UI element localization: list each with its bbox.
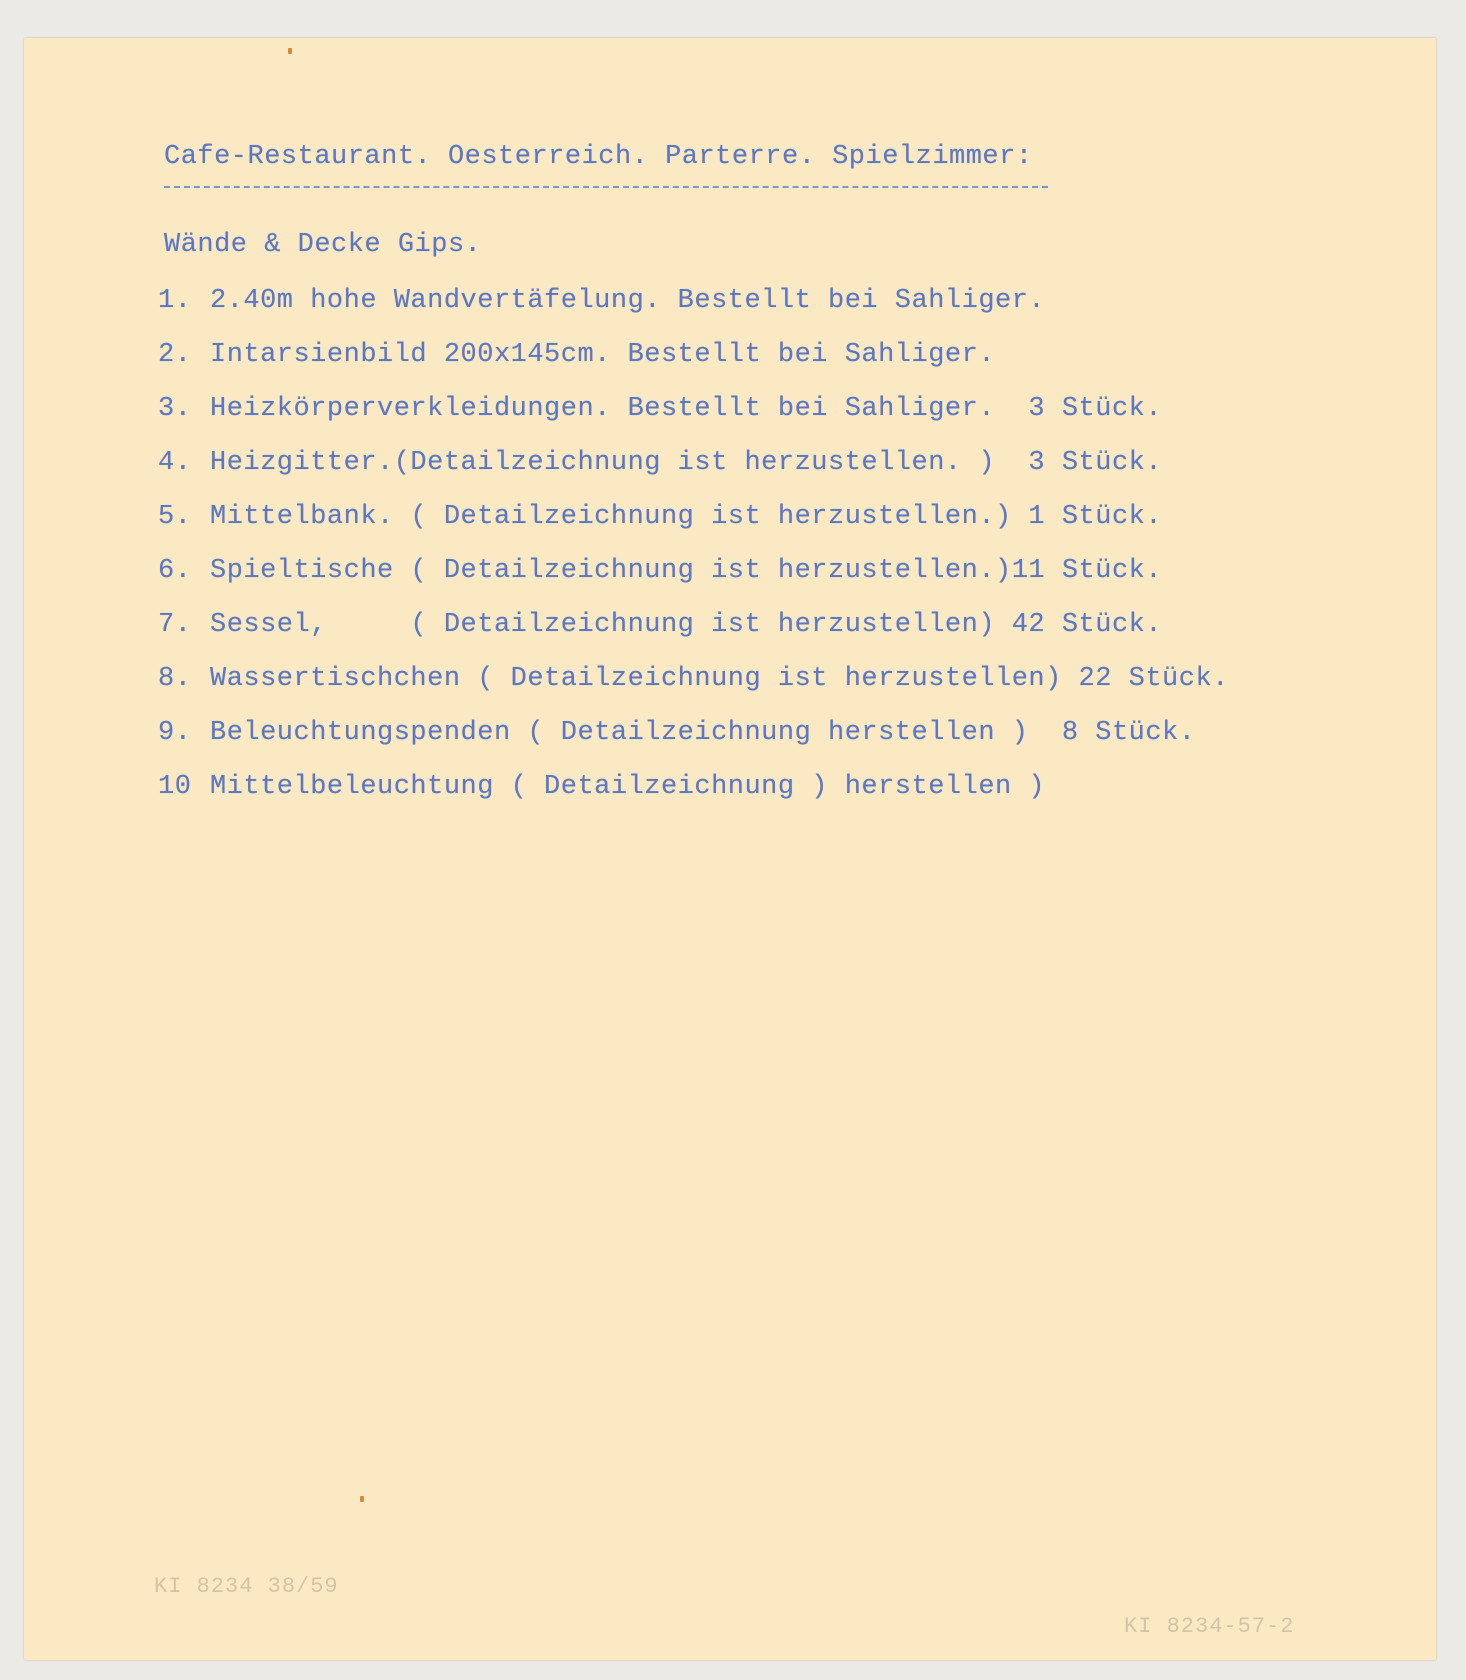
list-item xyxy=(158,340,995,370)
list-item xyxy=(158,502,1162,532)
document-sheet xyxy=(24,38,1436,1660)
item-text: Mittelbeleuchtung ( Detailzeichnung ) herstellen ) xyxy=(210,772,1046,802)
paper-mark xyxy=(360,1496,364,1502)
item-number: 7. xyxy=(158,610,192,640)
list-item xyxy=(158,610,1162,640)
heading-underline xyxy=(164,186,1048,188)
item-text: Wassertischchen ( Detailzeichnung ist herzustellen) 22 Stück. xyxy=(210,664,1229,694)
item-text: Heizgitter.(Detailzeichnung ist herzustellen. ) 3 Stück. xyxy=(210,448,1163,478)
item-number: 8. xyxy=(158,664,192,694)
item-text: Sessel, ( Detailzeichnung ist herzustellen) 42 Stück. xyxy=(210,610,1163,640)
item-text: Heizkörperverkleidungen. Bestellt bei Sahliger. 3 Stück. xyxy=(210,394,1163,424)
list-item xyxy=(158,286,1045,316)
document-intro: Wände & Decke Gips. xyxy=(164,230,482,260)
catalog-number: KI 8234-57-2 xyxy=(1124,1614,1295,1639)
item-number: 9. xyxy=(158,718,192,748)
item-number: 1. xyxy=(158,286,192,316)
paper-mark xyxy=(288,48,292,54)
list-item xyxy=(158,664,1229,694)
item-text: Mittelbank. ( Detailzeichnung ist herzustellen.) 1 Stück. xyxy=(210,502,1163,532)
item-number: 5. xyxy=(158,502,192,532)
list-item xyxy=(158,556,1162,586)
item-text: Beleuchtungspenden ( Detailzeichnung herstellen ) 8 Stück. xyxy=(210,718,1196,748)
list-item xyxy=(158,718,1195,748)
list-item xyxy=(158,772,1045,802)
item-text: Spieltische ( Detailzeichnung ist herzustellen.)11 Stück. xyxy=(210,556,1163,586)
list-item xyxy=(158,394,1162,424)
item-number: 4. xyxy=(158,448,192,478)
item-number: 6. xyxy=(158,556,192,586)
item-text: 2.40m hohe Wandvertäfelung. Bestellt bei Sahliger. xyxy=(210,286,1046,316)
item-number: 10 xyxy=(158,772,192,802)
item-text: Intarsienbild 200x145cm. Bestellt bei Sahliger. xyxy=(210,340,996,370)
list-item xyxy=(158,448,1162,478)
item-number: 2. xyxy=(158,340,192,370)
catalog-number: KI 8234 38/59 xyxy=(154,1574,339,1599)
item-number: 3. xyxy=(158,394,192,424)
document-heading: Cafe-Restaurant. Oesterreich. Parterre. Spielzimmer: xyxy=(164,142,1033,172)
